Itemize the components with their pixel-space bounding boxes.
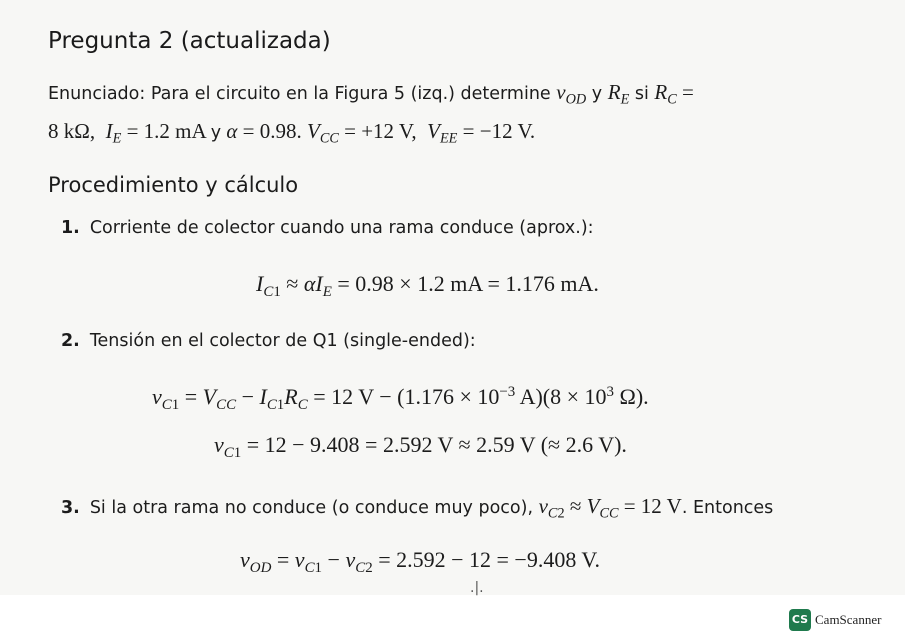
statement-si: si	[634, 84, 649, 104]
symbol-alpha: α	[226, 119, 238, 143]
camscanner-logo-icon: CS	[789, 609, 811, 631]
ie-value: = 1.2 mA	[126, 119, 206, 143]
step-2-number: 2.	[61, 331, 80, 351]
step-2-text: Tensión en el colector de Q1 (single-ended):	[89, 331, 476, 351]
step-3	[61, 494, 774, 522]
step-2	[61, 331, 476, 351]
equation-ic1: $I_{C1} \approx \alpha I_E = 0.98 \times 1.2$ mA = 1.176 mA.	[256, 271, 599, 300]
symbol-re: $R_E$	[607, 80, 630, 108]
cut-off-fragment: .|.	[470, 580, 484, 596]
equation-vc1-result-rhs: = 12 − 9.408 = 2.592 V ≈ 2.59 V (≈ 2.6 V).	[246, 432, 627, 457]
equation-ic1-rhs: = 0.98 × 1.2 mA = 1.176 mA.	[337, 271, 599, 296]
camscanner-label: CamScanner	[815, 612, 882, 627]
eq2-exp1: −3	[499, 383, 516, 400]
symbol-vee: $V_{EE}$	[427, 119, 458, 147]
symbol-vod: $v_{OD}$	[556, 80, 587, 108]
page-title: Pregunta 2 (actualizada)	[48, 28, 331, 54]
symbol-rc: $R_C$ =	[654, 80, 694, 108]
symbol-ie: $I_E$	[105, 119, 122, 147]
statement-label: Enunciado:	[48, 84, 146, 104]
equation-vc1-result: $v_{C1} = 12 - 9.408 = 2.592$ V ≈ 2.59 V (≈ 2.6 V).	[214, 432, 627, 461]
procedure-heading: Procedimiento y cálculo	[48, 173, 299, 197]
eq2-mid2: A)(8 × 10	[515, 384, 607, 409]
equation-vc1-formula: $v_{C1} = V_{CC} - I_{C1}R_C = 12$ $V - (1.176 \times 10^{-3}$ $A)(8 \times 10^3$ Ω).	[152, 383, 649, 413]
step-3-number: 3.	[61, 498, 80, 518]
step-3-math: $v_{C2} \approx V_{CC} = 12$ V	[538, 494, 682, 522]
step-3-text-c: . Entonces	[681, 498, 774, 518]
alpha-value: = 0.98.	[242, 119, 302, 143]
equation-vod: $v_{OD} = v_{C1} - v_{C2} = 2.592 - 12 = -9.408$ V.	[240, 547, 600, 576]
equation-vod-rhs: = 2.592 − 12 = −9.408 V.	[378, 547, 600, 572]
statement-y: y	[591, 84, 603, 104]
step-3-text-b: = 12 V	[623, 494, 682, 518]
eq2-mid: = 12 V − (1.176 × 10	[313, 384, 500, 409]
eq2-exp2: 3	[606, 383, 614, 400]
statement-text: Para el circuito en la Figura 5 (izq.) determine	[150, 84, 551, 104]
statement-line-1	[48, 80, 694, 108]
step-1-text: Corriente de colector cuando una rama conduce (aprox.):	[89, 218, 594, 238]
step-3-text-a: Si la otra rama no conduce (o conduce muy poco),	[89, 498, 534, 518]
vee-value: = −12 V.	[462, 119, 536, 143]
vcc-value: = +12 V,	[344, 119, 417, 143]
statement-line-2	[48, 119, 536, 147]
eq2-end: Ω).	[614, 384, 649, 409]
statement-and: y	[210, 123, 222, 143]
step-1-number: 1.	[61, 218, 80, 238]
step-1	[61, 218, 594, 238]
symbol-vcc: $V_{CC}$	[307, 119, 339, 147]
rc-value: 8 kΩ,	[48, 119, 96, 143]
